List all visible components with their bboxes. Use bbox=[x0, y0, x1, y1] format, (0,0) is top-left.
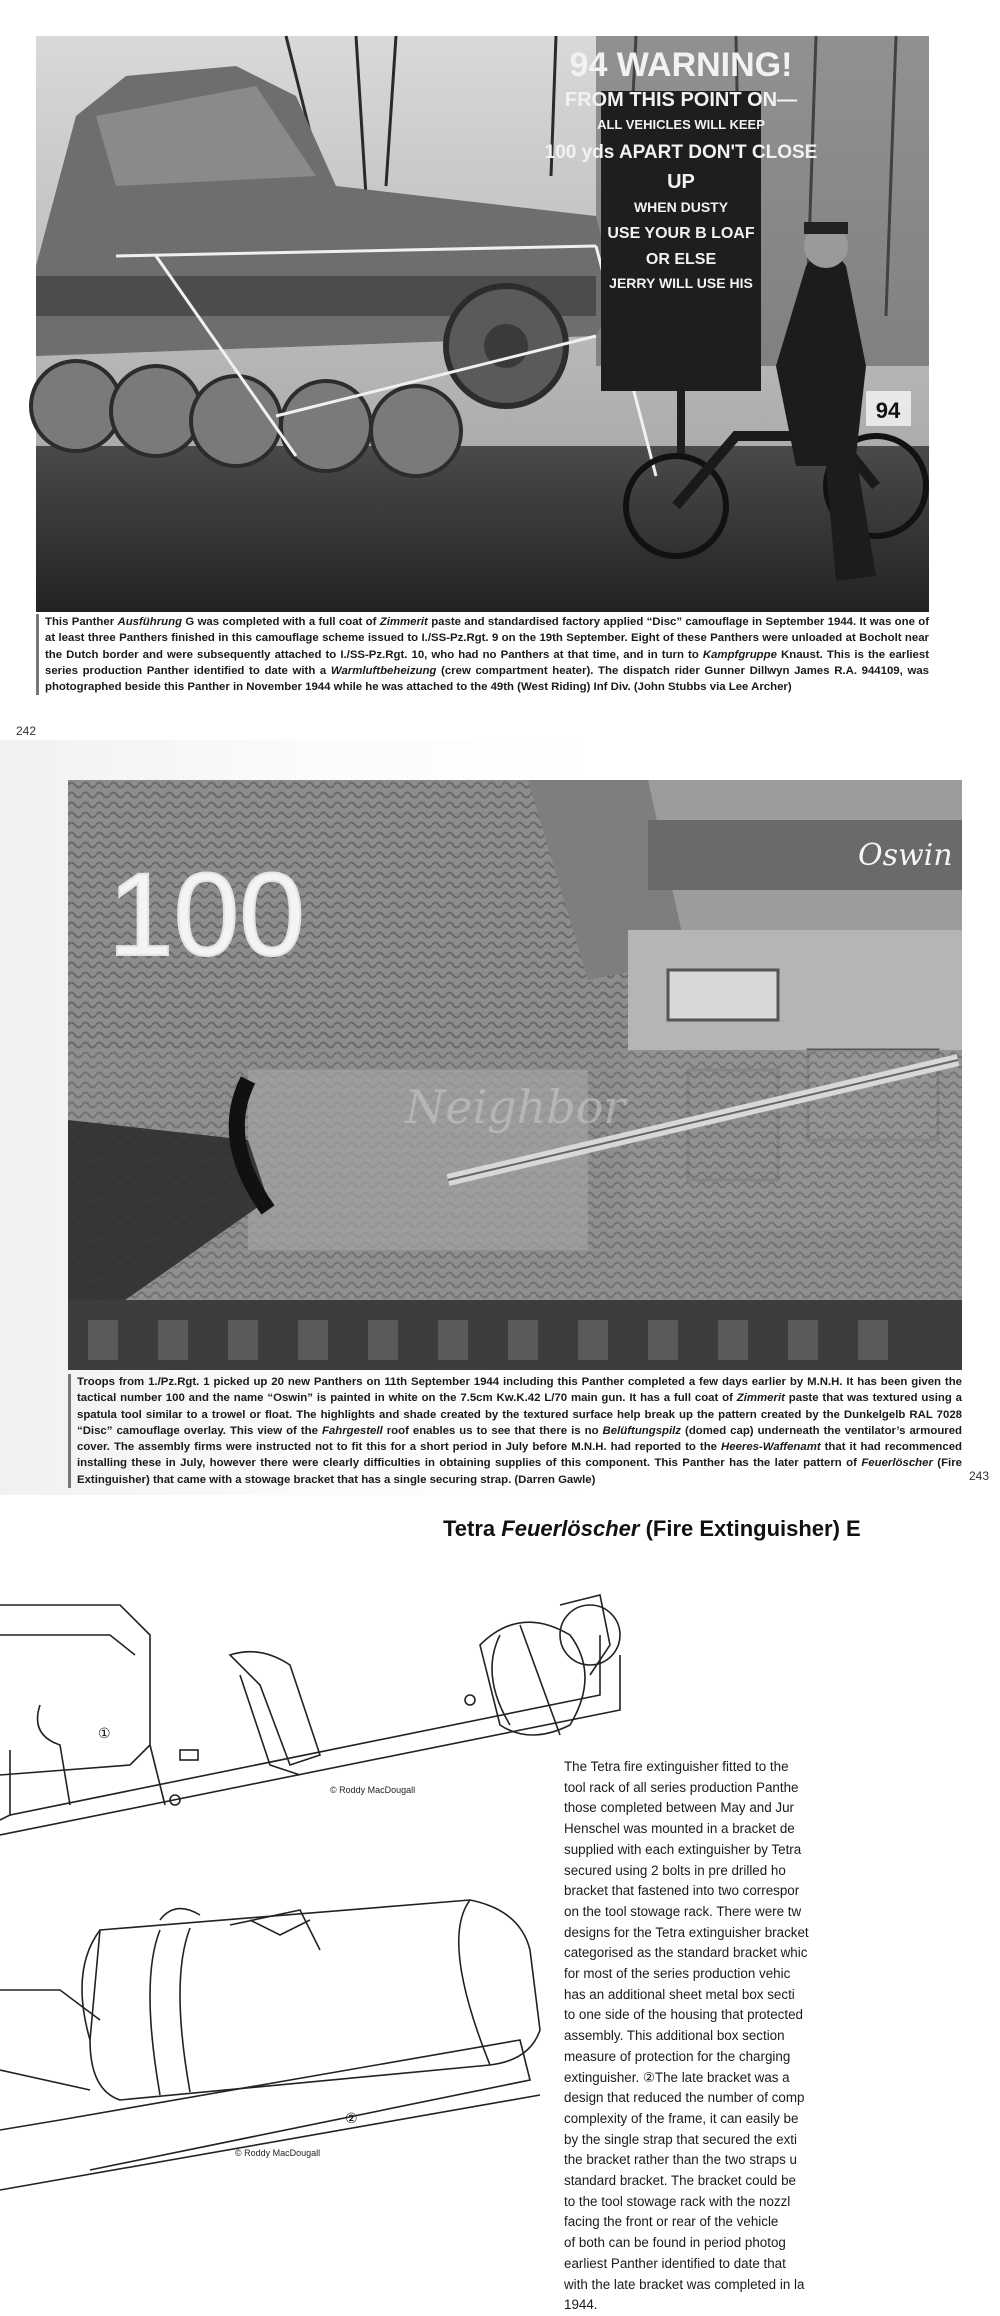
body-line: secured using 2 bolts in pre drilled ho bbox=[564, 1862, 786, 1878]
caption-run: (crew compartment heater). The dispatch rider Gunner Dillwyn James R.A. 944109, was photographed beside this Panther in November 1944 while he was attached to the 49th (West Riding) Inf Div. (John Stubbs via Lee Archer) bbox=[45, 664, 929, 694]
caption-run: Kampfgruppe bbox=[702, 648, 777, 661]
section-title: Tetra Feuerlöscher (Fire Extinguisher) E bbox=[443, 1516, 861, 1541]
page-number: 242 bbox=[16, 724, 37, 738]
page-number: 243 bbox=[969, 1469, 990, 1483]
caption-run: G was completed with a full coat of bbox=[182, 616, 380, 628]
drawing-marker-2: ② bbox=[345, 2110, 358, 2126]
caption-run: paste that was textured using a spatula tool similar to a trowel or float. The highlights and shade created by the textured surface help break up the pattern created by the Dunkelgelb RAL 7028 “Disc” camouflage overlay. This view of the bbox=[77, 1392, 962, 1437]
caption-run: Knaust. This is the earliest series production Panther identified to date with a bbox=[45, 648, 930, 677]
caption-run: Ausführung bbox=[117, 616, 183, 628]
drawing-marker-1: ① bbox=[98, 1725, 111, 1741]
body-line: has an additional sheet metal box secti bbox=[564, 1986, 795, 2002]
body-line: 1944. bbox=[564, 2297, 598, 2313]
body-line: assembly. This additional box section bbox=[564, 2028, 785, 2044]
body-line: facing the front or rear of the vehicle bbox=[564, 2214, 779, 2230]
body-line: earliest Panther identified to date that bbox=[564, 2255, 786, 2271]
sign-line: FROM THIS POINT ON— bbox=[564, 89, 798, 111]
caption-run: Fahrgestell bbox=[321, 1424, 383, 1437]
body-line: designs for the Tetra extinguisher bracket bbox=[564, 1924, 809, 1940]
panther-dispatch-rider-photo bbox=[36, 36, 929, 612]
sign-line: JERRY WILL USE HIS bbox=[609, 275, 753, 291]
body-line: to one side of the housing that protected bbox=[564, 2007, 803, 2023]
body-line: complexity of the frame, it can easily be bbox=[564, 2110, 799, 2126]
caption-run: Warmluftbeheizung bbox=[330, 664, 437, 677]
body-line: on the tool stowage rack. There were tw bbox=[564, 1903, 802, 1919]
caption-run: Belüftungspilz bbox=[602, 1424, 682, 1437]
caption-run: (domed cap) underneath the ventilator’s armoured cover. The assembly firms were instructed not to fit this for a short period in July before M.N.H. had reported to the bbox=[77, 1424, 963, 1454]
body-line: bracket that fastened into two correspor bbox=[564, 1883, 800, 1899]
bike-number: 94 bbox=[875, 398, 901, 423]
turret-number: 100 bbox=[108, 849, 305, 981]
page-242 bbox=[0, 0, 1000, 740]
sign-line: UP bbox=[667, 171, 695, 193]
sign-line: OR ELSE bbox=[645, 251, 717, 268]
caption-run: Zimmerit bbox=[736, 1392, 785, 1405]
caption-run: (Fire Extinguisher) that came with a stowage bracket that has a single securing strap. (Darren Gawle) bbox=[77, 1457, 962, 1486]
body-line: extinguisher. ②The late bracket was a bbox=[564, 2069, 790, 2085]
body-line: Henschel was mounted in a bracket de bbox=[564, 1821, 795, 1837]
body-line: supplied with each extinguisher by Tetra bbox=[564, 1841, 802, 1857]
caption-run: Zimmerit bbox=[379, 616, 428, 628]
body-line: those completed between May and Jur bbox=[564, 1800, 795, 1816]
caption-run: Heeres-Waffenamt bbox=[721, 1441, 821, 1454]
body-line: standard bracket. The bracket could be bbox=[564, 2173, 796, 2189]
body-line: design that reduced the number of comp bbox=[564, 2090, 805, 2106]
sign-line: 94 WARNING! bbox=[569, 46, 793, 84]
sign-line: ALL VEHICLES WILL KEEP bbox=[597, 117, 765, 132]
caption-run: Feuerlöscher bbox=[861, 1457, 933, 1470]
photo-caption-243 bbox=[68, 1374, 962, 1488]
sign-line: WHEN DUSTY bbox=[633, 199, 729, 215]
sign-line: USE YOUR B LOAF bbox=[607, 225, 755, 242]
body-line: The Tetra fire extinguisher fitted to the bbox=[564, 1759, 789, 1774]
standard-bracket-drawing bbox=[0, 1575, 640, 1875]
body-line: of both can be found in period photog bbox=[564, 2235, 786, 2251]
caption-run: Troops from 1./Pz.Rgt. 1 picked up 20 new Panthers on 11th September 1944 including this Panther completed a few days earlier by M.N.H. It has been given the tactical number 100 and the name “Oswin” is painted in white on the 7.5cm Kw.K.42 L/70 main gun. It has a full coat of bbox=[77, 1376, 962, 1405]
gun-name: Oswin bbox=[858, 838, 953, 873]
body-line: for most of the series production vehic bbox=[564, 1966, 791, 1982]
page-243 bbox=[0, 740, 1000, 1495]
body-line: to the tool stowage rack with the nozzl bbox=[564, 2193, 791, 2209]
late-bracket-drawing bbox=[0, 1890, 560, 2220]
tetra-extinguisher-page bbox=[0, 1495, 1000, 2313]
drawing-credit: © Roddy MacDougall bbox=[330, 1785, 416, 1795]
caption-run: that it had recommenced installing these in July, however there were clearly difficulties in obtaining supplies of this component. This Panther has the later pattern of bbox=[77, 1441, 963, 1470]
body-line: by the single strap that secured the exti bbox=[564, 2131, 797, 2147]
watermark: Neighbor bbox=[405, 1080, 626, 1134]
drawing-credit: © Roddy MacDougall bbox=[235, 2148, 321, 2158]
body-line: the bracket rather than the two straps u bbox=[564, 2152, 797, 2168]
caption-run: paste and standardised factory applied “Disc” camouflage in September 1944. It was one of at least three Panthers finished in this camouflage scheme issued to I./SS-Pz.Rgt. 9 on the 19th September. Eight of these Panthers were unloaded at Bocholt near the Dutch border and were subsequently attached to I./SS-Pz.Rgt. 10, who had no Panthers at that time, and in turn to bbox=[45, 616, 929, 661]
photo-caption-242 bbox=[36, 614, 929, 695]
body-line: measure of protection for the charging bbox=[564, 2048, 791, 2064]
panther-100-oswin-photo bbox=[68, 780, 962, 1370]
body-line: tool rack of all series production Panthe bbox=[564, 1779, 799, 1795]
sign-line: 100 yds APART DON'T CLOSE bbox=[544, 142, 818, 163]
caption-run: This Panther bbox=[45, 616, 118, 628]
body-text bbox=[564, 1757, 809, 2316]
caption-run: roof enables us to see that there is no bbox=[382, 1424, 603, 1437]
body-line: categorised as the standard bracket whic bbox=[564, 1945, 808, 1961]
body-line: with the late bracket was completed in la bbox=[564, 2276, 805, 2292]
